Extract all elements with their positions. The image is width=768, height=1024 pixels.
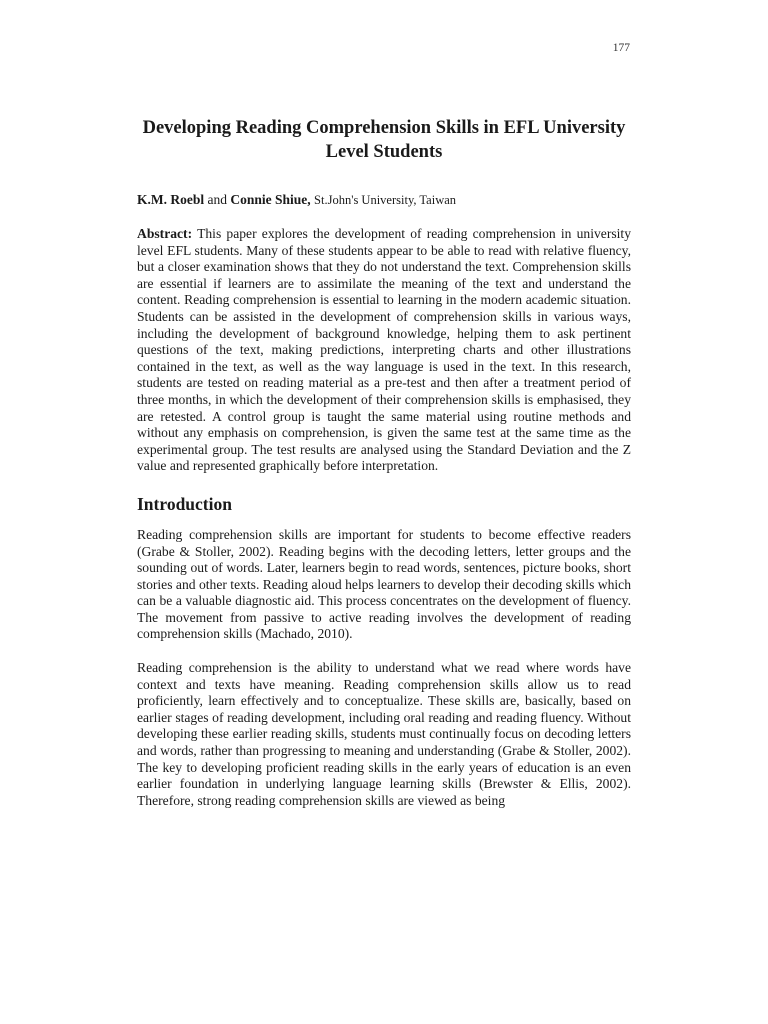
abstract [137,226,631,475]
author-line [137,191,631,209]
author-1: K.M. Roebl [137,192,205,207]
intro-paragraph-1: Reading comprehension skills are important for students to become effective readers (Grabe & Stoller, 2002). Reading begins with the decoding letters, letter groups and the sounding out of words. Later, learners begin to read words, sentences, picture books, short stories and other texts. Reading aloud helps learners to develop their decoding skills which can be a valuable diagnostic aid. This process concentrates on the development of fluency. The movement from passive to active reading involves the development of reading comprehension skills (Machado, 2010). [137,526,631,642]
author-connector: and [207,192,227,207]
paper-title: Developing Reading Comprehension Skills in EFL University Level Students [142,118,626,162]
page-number: 177 [612,42,630,54]
author-2: Connie Shiue, [230,192,311,207]
intro-paragraph-2: Reading comprehension is the ability to understand what we read where words have context and texts have meaning. Reading comprehension skills allow us to read proficiently, learn effectively and to conceptualize. These skills are, basically, based on earlier stages of reading development, including oral reading and reading fluency. Without developing these earlier reading skills, students must continually focus on decoding letters and words, rather than progressing to meaning and understanding (Grabe & Stoller, 2002). The key to developing proficient reading skills in the early years of education is an even earlier foundation in underlying language learning skills (Brewster & Ellis, 2002). Therefore, strong reading comprehension skills are viewed as being [137,660,631,808]
abstract-text: This paper explores the development of reading comprehension in university level EFL students. Many of these students appear to be able to read with relative fluency, but a closer examination shows that they do not understand the text. Comprehension skills are essential if learners are to assimilate the meaning of the text and understand the content. Reading comprehension is essential to learning in the modern academic situation. Students can be assisted in the development of comprehension skills in various ways, including the development of background knowledge, helping them to ask pertinent questions of the text, making predictions, interpreting charts and other illustrations contained in the text, as well as the way language is used in the text. In this research, students are tested on reading material as a pre-test and then after a treatment period of three months, in which the development of their comprehension skills is emphasised, they are retested. A control group is taught the same material using routine methods and without any emphasis on comprehension, is given the same test at the same time as the experimental group. The test results are analysed using the Standard Deviation and the Z value and represented graphically before interpretation. [137,226,631,474]
abstract-label: Abstract: [137,226,193,241]
paper-body [137,116,631,823]
author-affiliation: St.John's University, Taiwan [314,193,457,207]
section-heading-introduction: Introduction [137,493,232,514]
